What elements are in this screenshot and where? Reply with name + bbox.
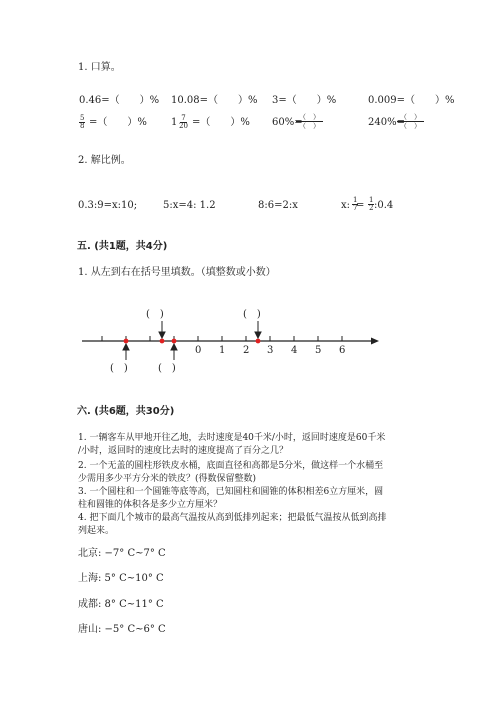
tick-label: 6 (339, 345, 346, 356)
section-6-heading: 六. (共6题，共30分) (77, 406, 175, 417)
q2-title: 2. 解比例。 (78, 155, 131, 166)
q1-item-6-fraction: $\frac{7}{20}$ (179, 114, 188, 130)
blank-bottom-1: ( ) (110, 363, 128, 374)
s6-line: 1. 一辆客车从甲地开往乙地，去时速度是40千米/小时，返回时速度是60千米 (78, 433, 386, 443)
point-marker (256, 339, 261, 344)
q1-item-5-fraction: $\frac{5}{8}$ (80, 114, 85, 130)
point-marker (160, 339, 165, 344)
s6-line: 柱和圆锥的体积各是多少立方厘米？ (78, 500, 223, 510)
tick-label: 2 (243, 345, 250, 356)
q2-item-4-frac2: $\frac{1}{2}$ (369, 196, 374, 212)
q2-item-4-frac1: $\frac{1}{7}$ (353, 196, 358, 212)
number-line-arrowhead (371, 338, 379, 345)
city-temp-tangshan: 唐山: −5° C~6° C (78, 624, 166, 635)
section-5-q1: 1. 从左到右在括号里填数。（填整数或小数） (78, 267, 276, 278)
q2-item-4-pre: x: (341, 200, 351, 211)
point-marker (172, 339, 177, 344)
s6-line: 少需用多少平方分米的铁皮？(得数保留整数) (78, 474, 257, 484)
q1-item-4: 0.009=（ ）% (368, 95, 455, 106)
s6-line: 4. 把下面几个城市的最高气温按从高到低排列起来；把最低气温按从低到高排 (78, 513, 387, 523)
q1-item-6-whole: 1 (171, 117, 178, 128)
q2-item-1: 0.3:9=x:10; (78, 200, 138, 211)
s6-line: 列起来。 (78, 526, 115, 536)
q1-title: 1. 口算。 (78, 62, 121, 73)
s6-line: /小时，返回时的速度比去时的速度提高了百分之几？ (78, 446, 289, 456)
s6-line: 3. 一个圆柱和一个圆锥等底等高，已知圆柱和圆锥的体积相差6立方厘米，圆 (78, 487, 384, 497)
tick-label: 5 (315, 345, 322, 356)
tick-label: 3 (267, 345, 274, 356)
up-arrow-head (123, 344, 129, 350)
q1-item-8-left: 240%= (368, 117, 405, 128)
number-line-ticks (102, 336, 342, 341)
city-temp-shanghai: 上海: 5° C~10° C (78, 573, 164, 584)
point-marker (124, 339, 129, 344)
city-temp-beijing: 北京: −7° C~7° C (78, 548, 166, 559)
q1-item-7-fraction: （ ） （ ） (296, 113, 323, 130)
q1-item-3: 3=（ ）% (272, 95, 337, 106)
blank-top-2: ( ) (243, 309, 261, 320)
q1-item-2: 10.08=（ ）% (171, 95, 258, 106)
city-temp-chengdu: 成都: 8° C~11° C (78, 599, 164, 610)
tick-label: 0 (195, 345, 202, 356)
q1-item-1: 0.46=（ ）% (79, 95, 160, 106)
blank-top-1: ( ) (146, 309, 164, 320)
section-5-heading: 五. (共1题，共4分) (77, 241, 168, 252)
up-arrow-head (171, 344, 177, 350)
down-arrow-head (159, 332, 165, 338)
q1-item-8-fraction: （ ） （ ） (397, 113, 424, 130)
q2-item-4-mid: = (356, 200, 365, 211)
q1-item-6-rest: =（ ）% (192, 117, 250, 128)
q2-item-3: 8:6=2:x (258, 200, 298, 211)
q2-item-2: 5:x=4: 1.2 (163, 200, 216, 211)
q2-item-4-post: :0.4 (374, 200, 394, 211)
q1-item-7-left: 60%= (272, 117, 303, 128)
q1-item-5-rest: =（ ）% (89, 117, 147, 128)
down-arrow-head (255, 332, 261, 338)
tick-label: 4 (291, 345, 298, 356)
blank-bottom-2: ( ) (158, 363, 176, 374)
s6-line: 2. 一个无盖的圆柱形铁皮水桶，底面直径和高都是5分米，做这样一个水桶至 (78, 461, 384, 471)
tick-label: 1 (219, 345, 226, 356)
